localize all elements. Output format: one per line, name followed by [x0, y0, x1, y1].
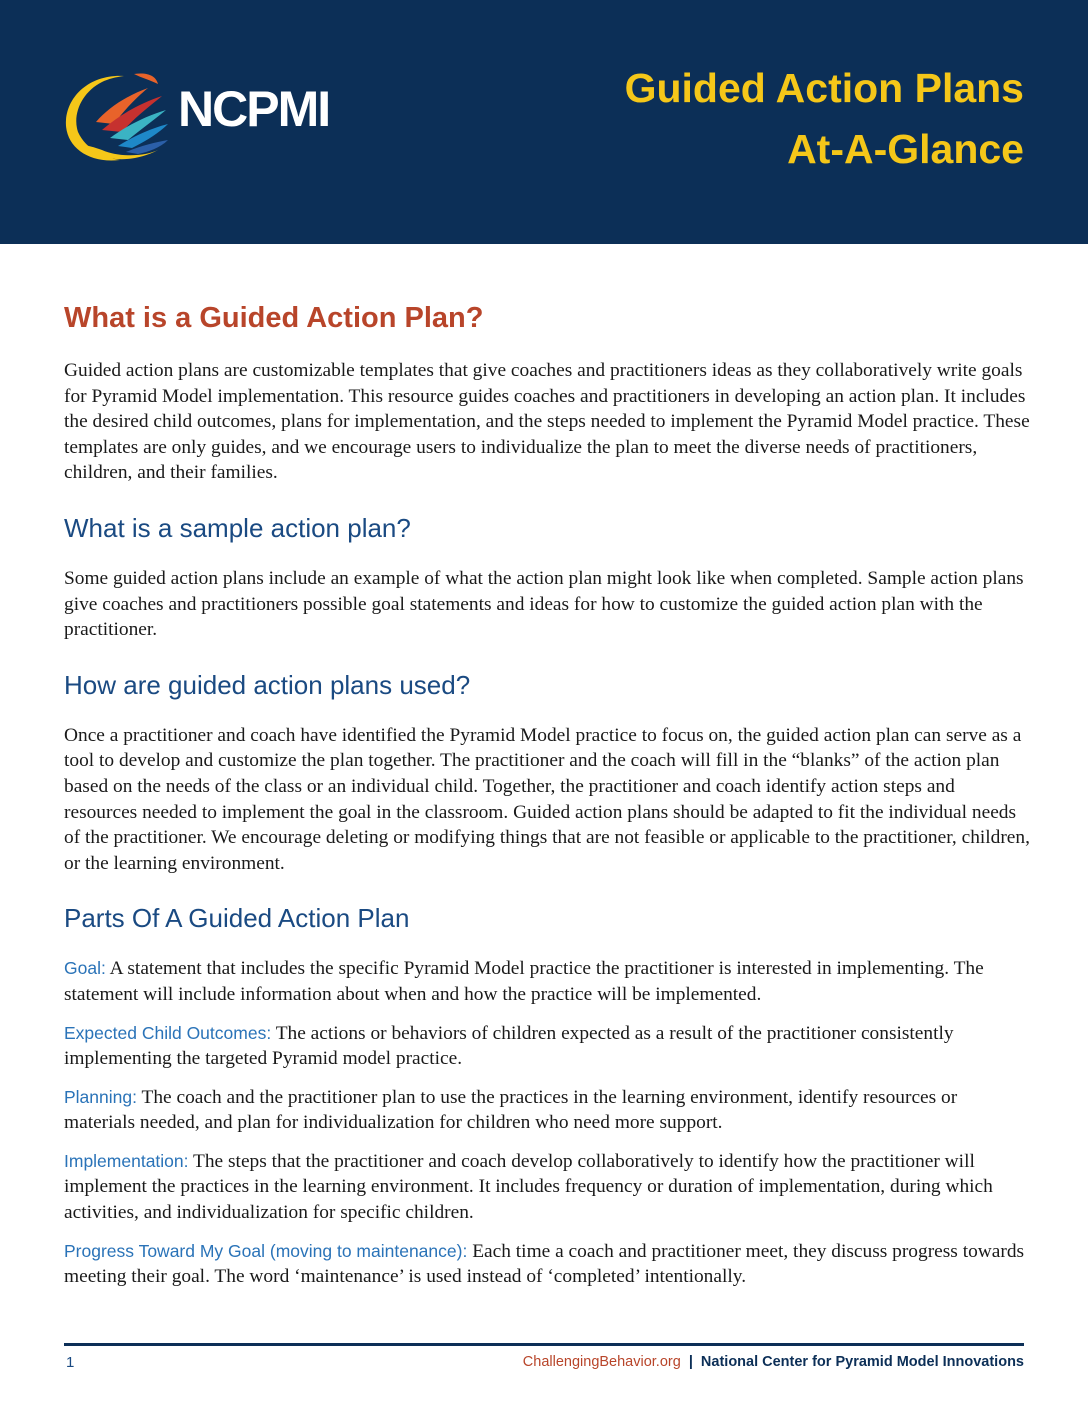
document-title: [625, 58, 1024, 180]
section-heading-sample: What is a sample action plan?: [64, 512, 411, 543]
footer-credits: [523, 1354, 1024, 1370]
section-heading-how-used: How are guided action plans used?: [64, 669, 471, 700]
footer-site-link[interactable]: ChallengingBehavior.org: [522, 1354, 681, 1370]
definition-text: The actions or behaviors of children expected as a result of the practitioner consistently implementing the targeted Pyramid model practice.: [64, 1022, 954, 1070]
definition-term: Goal:: [64, 958, 106, 979]
definition-expected-child-outcomes: [64, 1021, 1030, 1072]
section-heading-parts: Parts Of A Guided Action Plan: [64, 903, 410, 934]
header-banner: [0, 0, 1088, 244]
definition-term: Expected Child Outcomes:: [64, 1022, 272, 1043]
definition-term: Progress Toward My Goal (moving to maintenance):: [64, 1240, 468, 1261]
definition-text: Each time a coach and practitioner meet, they discuss progress towards meeting their goal. The word ‘maintenance’ is used instead of ‘completed’ intentionally.: [64, 1240, 1025, 1288]
logo-wordmark: NCPMI: [178, 81, 330, 137]
definition-text: A statement that includes the specific Pyramid Model practice the practitioner is interested in implementing. The statement will include information about when and how the practice will be implemented.: [64, 958, 984, 1005]
page-number: 1: [66, 1354, 75, 1371]
definition-text: The steps that the practitioner and coach develop collaboratively to identify how the practitioner will implement the practices in the learning environment. It includes frequency or duration of implementation, during which activities, and individualization for specific children.: [64, 1150, 993, 1224]
main-content: [64, 298, 1030, 1303]
footer-separator: |: [688, 1354, 693, 1370]
title-line-2: At-A-Glance: [787, 126, 1024, 172]
footer-organization: National Center for Pyramid Model Innovations: [700, 1354, 1024, 1370]
section-body-what-is: Guided action plans are customizable templates that give coaches and practitioners ideas as they collaboratively write goals for Pyramid Model implementation. This resource guides coaches and practitioners in developing an action plan. It includes the desired child outcomes, plans for implementation, and the steps needed to implement the Pyramid Model practice. These templates are only guides, and we encourage users to individualize the plan to meet the diverse needs of practitioners, children, and their families.: [64, 360, 1030, 484]
definition-text: The coach and the practitioner plan to use the practices in the learning environment, identify resources or materials needed, and plan for individualization for children who need more support.: [64, 1086, 958, 1134]
definition-term: Implementation:: [64, 1150, 189, 1171]
definition-goal: [64, 956, 1030, 1007]
definition-planning: [64, 1085, 1030, 1136]
title-line-1: Guided Action Plans: [624, 65, 1024, 111]
definition-implementation: [64, 1149, 1030, 1226]
definition-term: Planning:: [64, 1086, 137, 1107]
section-body-how-used: Once a practitioner and coach have identified the Pyramid Model practice to focus on, the guided action plan can serve as a tool to develop and customize the plan together. The practitioner and the coach will fill in the “blanks” of the action plan based on the needs of the class or an individual child. Together, the practitioner and coach identify action steps and resources needed to implement the goal in the classroom. Guided action plans should be adapted to fit the individual needs of the practitioner. We encourage deleting or modifying things that are not feasible or applicable to the practitioner, children, or the learning environment.: [64, 724, 1030, 874]
section-body-sample: Some guided action plans include an example of what the action plan might look like when completed. Sample action plans give coaches and practitioners possible goal statements and ideas for how to customize the guided action plan with the practitioner.: [64, 567, 1024, 641]
definition-progress: [64, 1239, 1030, 1290]
section-heading-what-is: What is a Guided Action Plan?: [64, 302, 484, 334]
footer-divider: [64, 1343, 1024, 1346]
